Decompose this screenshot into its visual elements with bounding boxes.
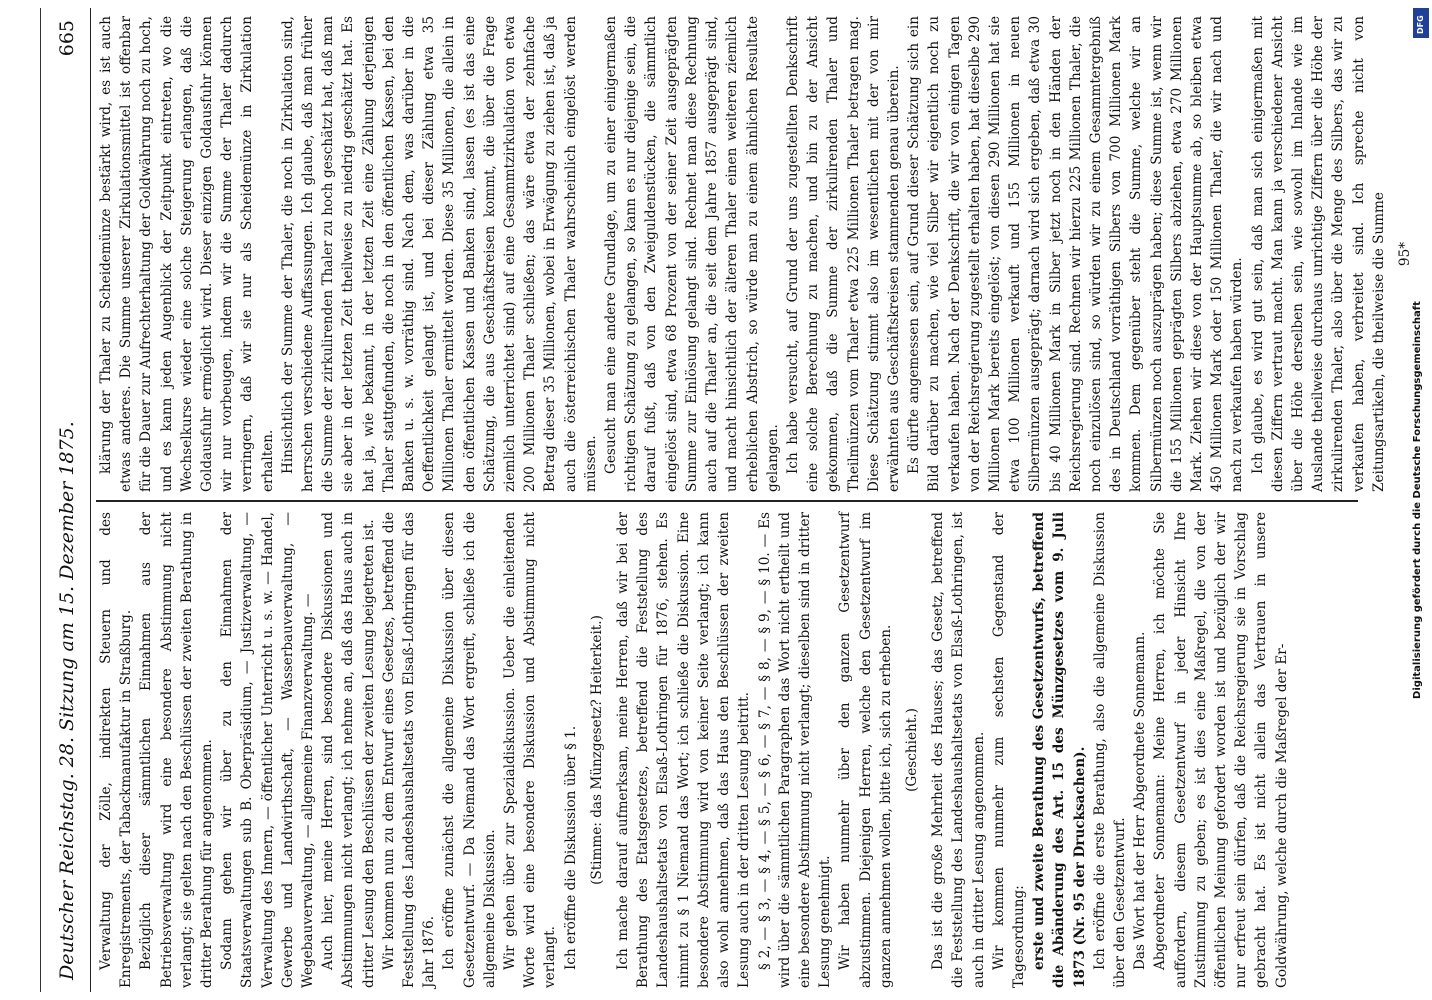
paragraph: Sodann gehen wir über zu den Einnahmen der Staatsverwaltungen sub B. Oberpräsidium, — Justizverwaltung, — Verwaltung des Innern, — öffentlicher Unterricht u. s. w. — Handel, Gewerbe und Landwirthschaft, — Wasserbauverwaltung, — Wegebauverwaltung, — allgemeine Finanzverwaltung. — — [219, 512, 317, 988]
paragraph: Das Wort hat der Herr Abgeordnete Sonnemann. — [1132, 631, 1149, 970]
page-number: 665 — [56, 20, 78, 57]
signature-mark: 95* — [1397, 241, 1413, 267]
paragraph: Bezüglich dieser sämmtlichen Einnahmen aus der Betriebsverwaltung wird eine besondere Abstimmung nicht verlangt; sie gelten nach den Beschlüssen der zweiten Berathung in dritter Berathung für angenommen. — [138, 512, 216, 988]
paragraph: Ich eröffne zunächst die allgemeine Diskussion über diesen Gesetzentwurf. — Da Niemand das Wort ergreift, schließe ich die allgemeine Diskussion. — [441, 512, 498, 988]
digitization-note-text: Digitalisierung gefördert durch die Deutsche Forschungsgemeinschaft — [1412, 301, 1423, 699]
paragraph: klärung der Thaler zu Scheidemünze bestärkt wird, es ist auch etwas anderes. Die Summe unserer Zirkulationsmittel ist offenbar für die Dauer zur Aufrechterhaltung der Goldwährung noch zu hoch, und es kann jeden Augenblick der Zeitpunkt eintreten, wo die Wechselkurse wieder eine solche Steigerung erlangen, daß die Goldausfuhr ermöglicht wird. Dieser einzigen Goldausfuhr können wir nur vorbeugen, indem wir die Summe der Thaler dadurch verringern, daß wir sie nur als Scheidemünze in Zirkulation erhalten. — [98, 16, 276, 492]
paragraph: Es dürfte angemessen sein, auf Grund dieser Schätzung sich ein Bild darüber zu machen, wie viel Silber wir eigentlich noch zu verkaufen haben. Nach der Denkschrift, die wir von einigen Tagen von der Reichsregierung zugestellt erhalten haben, hat dieselbe 290 Millionen Mark bereits eingelöst; von diesen 290 Millionen hat sie etwa 100 Millionen verkauft und 155 Millionen in neuen Silbermünzen ausgeprägt; darnach wird sich ergeben, daß etwa 30 bis 40 Millionen Mark in Silber jetzt noch in den Händen der Reichsregierung sind. Rechnen wir hierzu 225 Millionen Thaler, die noch einzulösen sind, so würden wir zu einem Gesammtergebniß des in Deutschland vorräthigen Silbers von 700 Millionen Mark kommen. Dem gegenüber steht die Summe, welche wir an Silbermünzen noch auszuprägen haben; diese Summe ist, wenn wir die 155 Millionen geprägten Silbers abziehen, etwa 270 Millionen Mark. Ziehen wir diese von der Hauptsumme ab, so bleiben etwa 450 Millionen Mark oder 150 Millionen Thaler, die wir nach und nach zu verkaufen haben würden. — [906, 16, 1246, 492]
paragraph: Wir kommen nun zu dem Entwurf eines Gesetzes, betreffend die Feststellung des Landeshaushaltsetats von Elsaß-Lothringen für das Jahr 1876. — [380, 512, 438, 988]
column-divider — [96, 501, 1358, 503]
paragraph: Auch hier, meine Herren, sind besondere Diskussionen und Abstimmungen nicht verlangt; ich nehme an, daß das Haus auch in dritter Lesung den Beschlüssen der zweiten Lesung beigetreten ist. — [320, 512, 377, 988]
paragraph: Gesucht man eine andere Grundlage, um zu einer einigermaßen richtigen Schätzung zu gelangen, so kann es nur diejenige sein, die darauf fußt, daß von den Zweiguldenstücken, die sämmtlich eingelöst sind, etwa 68 Prozent von der seiner Zeit ausgeprägten Summe zur Einlösung gelangt sind. Rechnet man diese Rechnung auch auf die Thaler an, die seit dem Jahre 1857 ausgeprägt sind, und macht hinsichtlich der älteren Thaler einen weiteren ziemlich erheblichen Abstrich, so würde man zu einem ähnlichen Resultate gelangen. — [603, 16, 781, 492]
left-column — [96, 512, 1358, 988]
paragraph: Wir gehen über zur Spezialdiskussion. Ueber die einleitenden Worte wird eine besondere Diskussion und Abstimmung nicht verlangt. — [502, 512, 559, 988]
interjection: (Stimme: das Münzgesetz? Heiterkeit.) — [588, 615, 605, 885]
paragraph: Ich eröffne die Diskussion über § 1. — [562, 725, 579, 970]
paragraph: Ich glaube, es wird gut sein, daß man sich einigermaßen mit diesen Ziffern vertraut macht. Man kann ja verschiedener Ansicht über die Höhe derselben sein, wie sowohl im Inlande wie im Auslande theilweise durchaus unrichtige Ziffern über die Höhe der zirkulirenden Thaler, also über die Menge des Silbers, das wir zu verkaufen haben, verbreitet sind. Ich spreche nicht von Zeitungsartikeln, die theilweise die Summe — [1249, 16, 1387, 492]
paragraph: Wir kommen nunmehr zum sechsten Gegenstand der Tagesordnung: — [990, 512, 1027, 988]
paragraph: Verwaltung der Zölle, indirekten Steuern und des Enregistrements, der Tabackmanufaktur in Straßburg. — [98, 512, 135, 988]
page-header — [50, 8, 91, 992]
paragraph: Abgeordneter Sonnemann: Meine Herren, ich möchte Sie auffordern, diesem Gesetzentwurf in jeder Hinsicht Ihre Zustimmung zu geben; es ist dies eine Maßregel, die von der öffentlichen Meinung gefordert worden ist und bezüglich der wir nur erfreut sein dürfen, daß die Reichsregierung sie in Vorschlag gebracht hat. Es ist nicht allein das Vertrauen in unsere Goldwährung, welche durch die Maßregel der Er- — [1152, 512, 1290, 988]
paragraph: § 2, — § 3, — § 4, — § 5, — § 6, — § 7, — § 8, — § 9, — § 10. — Es wird über die sämmtlichen Paragraphen das Wort nicht ertheilt und eine besondere Abstimmung nicht verlangt; dieselben sind in dritter Lesung genehmigt. — [756, 512, 834, 988]
paragraph: Ich mache darauf aufmerksam, meine Herren, daß wir bei der Berathung des Etatsgesetzes, betreffend die Feststellung des Landeshaushaltsetats von Elsaß-Lothringen für 1876, stehen. Es nimmt zu § 1 Niemand das Wort; ich schließe die Diskussion. Eine besondere Abstimmung wird von keiner Seite verlangt; ich kann also wohl annehmen, daß das Haus den Beschlüssen der zweiten Lesung auch in der dritten Lesung beitritt. — [615, 512, 753, 988]
digitization-note — [1412, 20, 1430, 980]
agenda-item: erste und zweite Berathung des Gesetzentwurfs, betreffend die Abänderung des Art. 15 des Münzgesetzes vom 9. Juli 1873 (Nr. 95 der Drucksachen). — [1031, 512, 1088, 988]
interjection: (Geschieht.) — [903, 708, 920, 792]
paragraph: Wir haben nunmehr über den ganzen Gesetzentwurf abzustimmen. Diejenigen Herren, welche den Gesetzentwurf im ganzen annehmen wollen, bitte ich, sich zu erheben. — [837, 512, 894, 988]
running-title: Deutscher Reichstag. 28. Sitzung am 15. Dezember 1875. — [56, 421, 78, 980]
text-columns — [96, 8, 1413, 992]
paragraph: Hinsichtlich der Summe der Thaler, die noch in Zirkulation sind, herrschen verschiedene Auffassungen. Ich glaube, daß man früher die Summe der zirkulirenden Thaler zu hoch geschätzt hat, daß man sie aber in der letzten Zeit theilweise zu niedrig geschätzt hat. Es hat ja, wie bekannt, in der letzten Zeit eine Zählung derjenigen Thaler stattgefunden, die noch in den öffentlichen Kassen, bei den Banken u. s. w. vorräthig sind. Nach dem, was darüber in die Oeffentlichkeit gelangt ist, und bei dieser Zählung etwa 35 Millionen Thaler ermittelt worden. Diese 35 Millionen, die allein in den öffentlichen Kassen und Banken sind, lassen (es ist das eine Schätzung, die aus Geschäftskreisen kommt, die über die Frage ziemlich unterrichtet sind) auf eine Gesammtzirkulation von etwa 200 Millionen Thaler schließen; das wäre etwa der zehnfache Betrag dieser 35 Millionen, wobei in Erwägung zu ziehen ist, daß ja auch die österreichischen Thaler wahrscheinlich eingelöst werden müssen. — [279, 16, 599, 492]
right-column — [96, 16, 1413, 492]
rotated-page — [50, 8, 1413, 992]
paragraph: Ich eröffne die erste Berathung, also die allgemeine Diskussion über den Gesetzentwurf. — [1091, 512, 1128, 988]
paragraph: Das ist die große Mehrheit des Hauses; das Gesetz, betreffend die Feststellung des Landeshaushaltsetats von Elsaß-Lothringen, ist auch in dritter Lesung angenommen. — [930, 512, 987, 988]
paragraph: Ich habe versucht, auf Grund der uns zugestellten Denkschrift eine solche Berechnung zu machen, und bin zu der Ansicht gekommen, daß die Summe der zirkulirenden Thaler und Theilmünzen vom Thaler etwa 225 Millionen Thaler betragen mag. Diese Schätzung stimmt also im wesentlichen mit der von mir erwähnten aus Geschäftskreisen stammenden genau überein. — [784, 16, 902, 492]
dfg-logo-icon: DFG — [1413, 8, 1429, 38]
